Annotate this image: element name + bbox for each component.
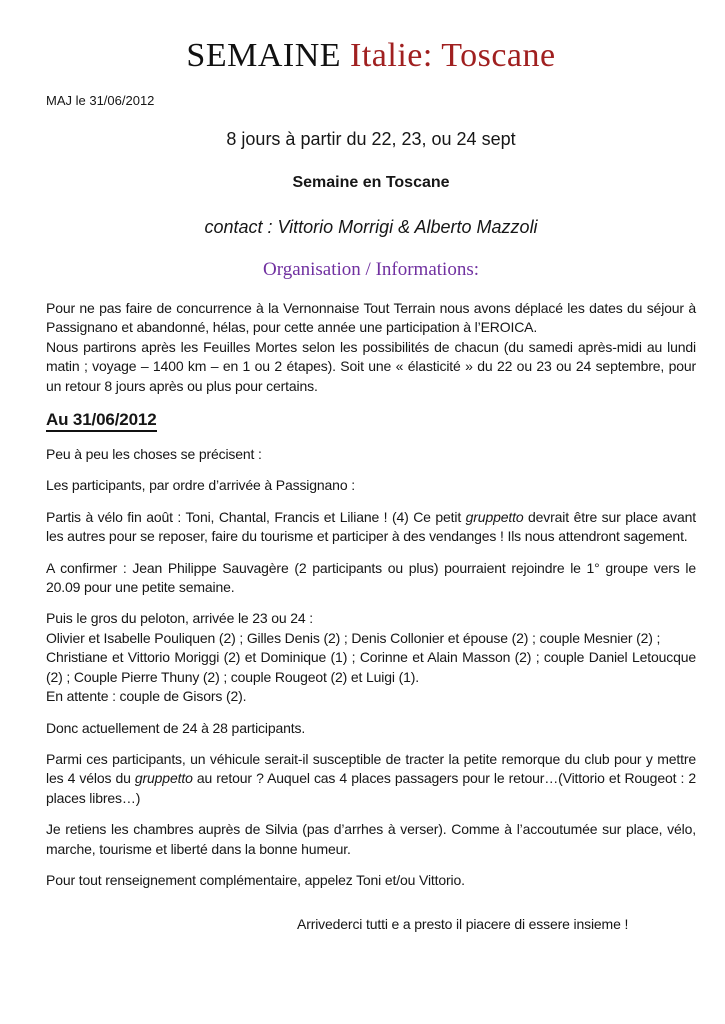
- week-title: Semaine en Toscane: [292, 174, 450, 191]
- paragraph-rooms: Je retiens les chambres auprès de Silvia (pas d’arrhes à verser). Comme à l’accoutumée sur place, vélo, marche, tourisme et liberté dans la bonne humeur.: [46, 821, 696, 857]
- vehicle-pre-text: Parmi ces participants, un véhicule serait-il susceptible de tracter la petite remorque du club pour y mettre les 4 vélos du: [46, 750, 696, 787]
- paragraph-peloton: [46, 609, 696, 706]
- intro-sentence-2: Nous partirons après les Feuilles Mortes selon les possibilités de chacun (du samedi après-midi au lundi matin ; voyage – 1400 km – en 1 ou 2 étapes). Soit une « élasticité » du 22 ou 23 ou 24 septembre, pour un retour 8 jours après ou plus pour certains.: [46, 338, 696, 394]
- paragraph-gruppetto: [46, 508, 696, 547]
- peloton-line: En attente : couple de Gisors (2).: [46, 688, 247, 705]
- document-title: [46, 36, 696, 76]
- section-heading: Organisation / Informations:: [262, 259, 479, 280]
- title-accent-part: Italie: Toscane: [350, 37, 556, 74]
- intro-sentence-1: Pour ne pas faire de concurrence à la Vernonnaise Tout Terrain nous avons déplacé les dates du séjour à Passignano et abandonné, hélas, pour cette année une participation à l’EROICA.: [46, 300, 696, 336]
- gruppetto-post-text: devrait être sur place avant les autres pour se reposer, faire du tourisme et participer à des vendanges ! Ils nous attendront sagement.: [46, 508, 696, 545]
- title-main-part: SEMAINE: [186, 37, 351, 74]
- document-body: [46, 299, 696, 935]
- gruppetto-pre-text: Partis à vélo fin août : Toni, Chantal, Francis et Liliane ! (4) Ce petit: [46, 508, 466, 525]
- dates-subtitle: 8 jours à partir du 22, 23, ou 24 sept: [226, 129, 516, 149]
- peloton-line: Christiane et Vittorio Moriggi (2) et Dominique (1) ; Corinne et Alain Masson (2) ; couple Daniel Letoucque (2) ; Couple Pierre Thuny (2) ; couple Rougeot (2) et Luigi (1).: [46, 649, 696, 685]
- update-heading: [46, 409, 696, 431]
- vehicle-post-text: au retour ? Auquel cas 4 places passagers pour le retour…(Vittorio et Rougeot : 2 places libres…): [46, 770, 697, 806]
- closing-line: Arrivederci tutti e a presto il piacere di essere insieme !: [297, 916, 629, 933]
- gruppetto-italic-word: gruppetto: [465, 508, 524, 525]
- paragraph-things-precise: Peu à peu les choses se précisent :: [46, 446, 262, 463]
- paragraph-participants-intro: Les participants, par ordre d’arrivée à Passignano :: [46, 477, 355, 494]
- paragraph-total-participants: Donc actuellement de 24 à 28 participants.: [46, 719, 306, 736]
- paragraph-contact-info: Pour tout renseignement complémentaire, appelez Toni et/ou Vittorio.: [46, 871, 465, 888]
- update-heading-text: Au 31/06/2012: [46, 410, 157, 432]
- vehicle-italic-word: gruppetto: [134, 770, 193, 787]
- contact-line: contact : Vittorio Morrigi & Alberto Mazzoli: [204, 217, 538, 237]
- peloton-line: Olivier et Isabelle Pouliquen (2) ; Gilles Denis (2) ; Denis Collonier et épouse (2) ; couple Mesnier (2) ;: [46, 629, 661, 646]
- peloton-line: Puis le gros du peloton, arrivée le 23 ou 24 :: [46, 610, 314, 627]
- maj-date-line: MAJ le 31/06/2012: [46, 93, 155, 108]
- paragraph-intro: [46, 299, 696, 396]
- paragraph-confirm: A confirmer : Jean Philippe Sauvagère (2 participants ou plus) pourraient rejoindre le 1° groupe vers le 20.09 pour une petite semaine.: [46, 559, 696, 596]
- paragraph-vehicle-question: [46, 750, 696, 808]
